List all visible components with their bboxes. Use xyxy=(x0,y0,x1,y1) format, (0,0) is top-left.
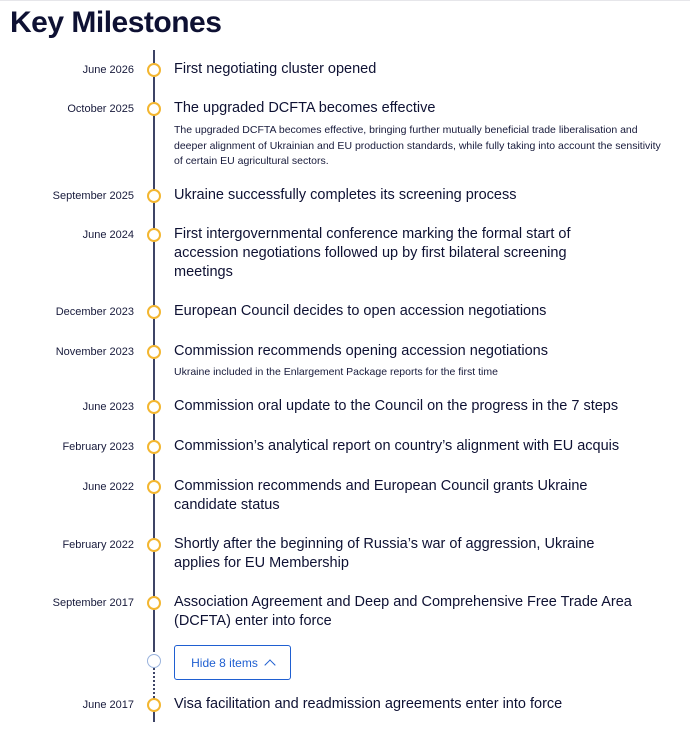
milestone-date: October 2025 xyxy=(67,103,134,115)
milestone-marker-icon xyxy=(147,698,161,712)
chevron-up-icon xyxy=(264,659,275,670)
milestone-marker-icon xyxy=(147,228,161,242)
milestone-marker-icon xyxy=(147,189,161,203)
milestone-title: Commission recommends opening accession negotiations xyxy=(174,343,548,359)
milestone-date: September 2017 xyxy=(52,597,134,609)
milestone-title: Association Agreement and Deep and Comprehensive Free Trade Area (DCFTA) enter into force xyxy=(174,594,632,629)
milestone-date: June 2024 xyxy=(82,229,134,241)
milestone-title: Visa facilitation and readmission agreements enter into force xyxy=(174,696,563,712)
milestone-title: The upgraded DCFTA becomes effective xyxy=(174,100,436,116)
milestone-description: Ukraine included in the Enlargement Package reports for the first time xyxy=(174,366,498,378)
milestone-title: First negotiating cluster opened xyxy=(174,61,377,77)
milestone-title: Ukraine successfully completes its screening process xyxy=(174,187,517,203)
milestone-title: First intergovernmental conference marking the formal start of accession negotiations followed up by first bilateral screening meetings xyxy=(174,226,571,280)
milestone-marker-icon xyxy=(147,400,161,414)
milestone-marker-icon xyxy=(147,538,161,552)
milestone-date: September 2025 xyxy=(52,190,134,202)
milestone-marker-icon xyxy=(147,102,161,116)
milestone-title: Shortly after the beginning of Russia’s war of aggression, Ukraine applies for EU Membership xyxy=(174,536,595,571)
milestone-date: June 2023 xyxy=(82,401,134,413)
timeline-line-collapsed xyxy=(153,668,155,698)
milestone-date: June 2022 xyxy=(82,481,134,493)
hide-items-label: Hide 8 items xyxy=(191,655,258,670)
milestone-date: December 2023 xyxy=(55,306,134,318)
page-title: Key Milestones xyxy=(10,6,222,39)
milestone-description: The upgraded DCFTA becomes effective, bringing further mutually beneficial trade liberalisation and deeper alignment of Ukrainian and EU production standards, while fully taking into account the sensitivity of certain EU agricultural sectors. xyxy=(174,124,661,167)
milestone-title: Commission oral update to the Council on the progress in the 7 steps xyxy=(174,398,619,414)
milestone-marker-icon xyxy=(147,305,161,319)
milestone-title: Commission recommends and European Council grants Ukraine candidate status xyxy=(174,478,588,513)
collapsed-marker-icon xyxy=(147,654,161,668)
milestone-marker-icon xyxy=(147,480,161,494)
milestone-marker-icon xyxy=(147,440,161,454)
milestone-date: November 2023 xyxy=(55,346,134,358)
milestone-date: February 2023 xyxy=(62,441,134,453)
milestone-marker-icon xyxy=(147,345,161,359)
milestone-title: European Council decides to open accession negotiations xyxy=(174,303,547,319)
hide-items-button[interactable] xyxy=(174,645,291,680)
milestone-marker-icon xyxy=(147,596,161,610)
milestone-marker-icon xyxy=(147,63,161,77)
milestone-date: June 2017 xyxy=(82,699,134,711)
milestone-title: Commission’s analytical report on country’s alignment with EU acquis xyxy=(174,438,620,454)
milestone-date: June 2026 xyxy=(82,64,134,76)
milestone-date: February 2022 xyxy=(62,539,134,551)
